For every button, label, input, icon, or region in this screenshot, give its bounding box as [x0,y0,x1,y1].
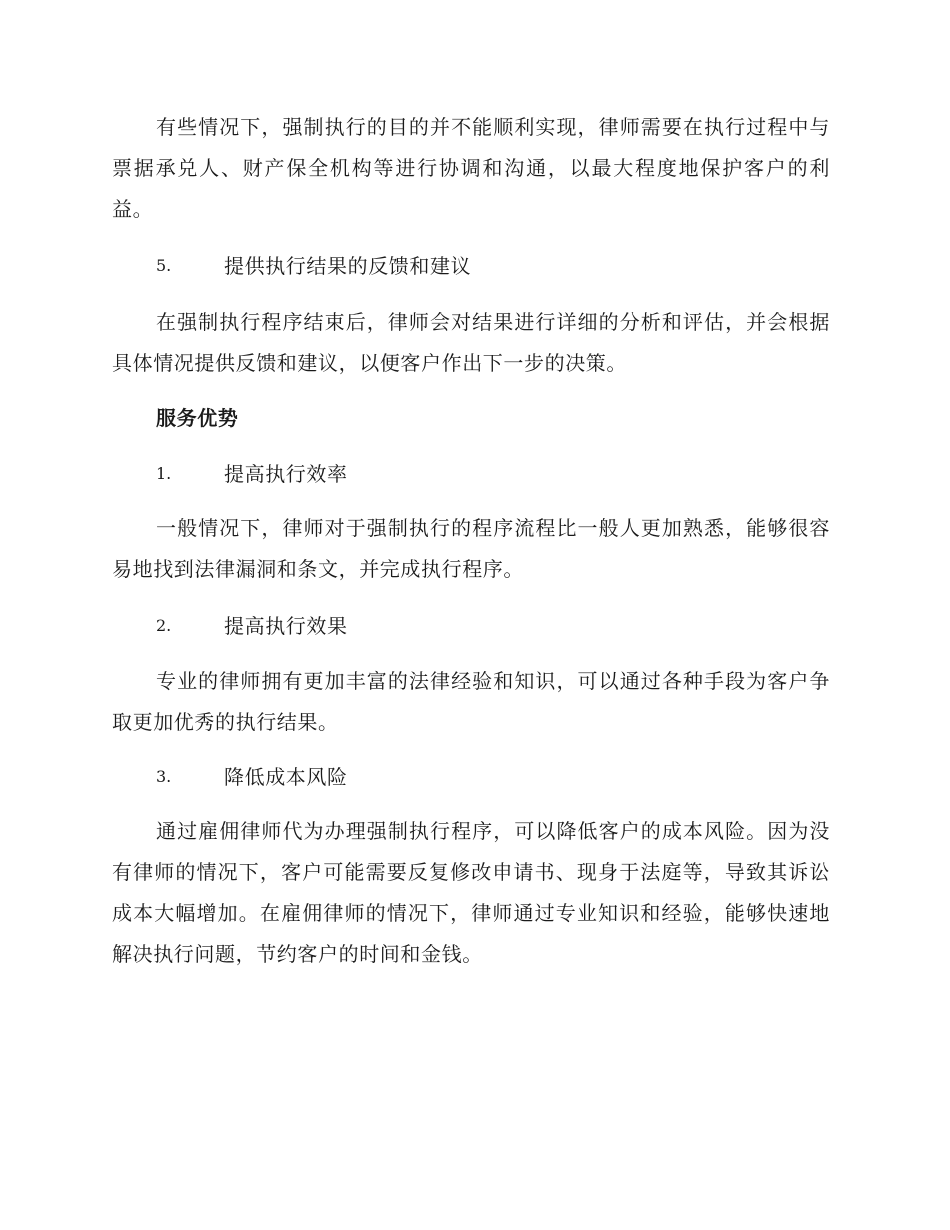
section-heading: 服务优势 [156,406,239,430]
list-title: 提高执行效率 [224,462,348,486]
list-number: 3. [156,767,172,786]
paragraph-cost-risk: 通过雇佣律师代为办理强制执行程序，可以降低客户的成本风险。因为没有律师的情况下，客户可能需要反复修改申请书、现身于法庭等，导致其诉讼成本大幅增加。在雇佣律师的情况下，律师通过专业知识和经验，能够快速地解决执行问题，节约客户的时间和金钱。 [112,819,830,966]
list-number: 5. [156,256,172,275]
paragraph-coordination: 有些情况下，强制执行的目的并不能顺利实现，律师需要在执行过程中与票据承兑人、财产保全机构等进行协调和沟通，以最大程度地保护客户的利益。 [112,115,830,221]
list-number: 2. [156,616,172,635]
list-title: 提供执行结果的反馈和建议 [224,254,472,278]
paragraph-feedback: 在强制执行程序结束后，律师会对结果进行详细的分析和评估，并会根据具体情况提供反馈和建议，以便客户作出下一步的决策。 [112,310,830,375]
list-title: 降低成本风险 [224,765,348,789]
list-number: 1. [156,464,172,483]
list-title: 提高执行效果 [224,614,348,638]
paragraph-effectiveness: 专业的律师拥有更加丰富的法律经验和知识，可以通过各种手段为客户争取更加优秀的执行结果。 [112,669,830,734]
paragraph-efficiency: 一般情况下，律师对于强制执行的程序流程比一般人更加熟悉，能够很容易地找到法律漏洞和条文，并完成执行程序。 [112,516,830,581]
